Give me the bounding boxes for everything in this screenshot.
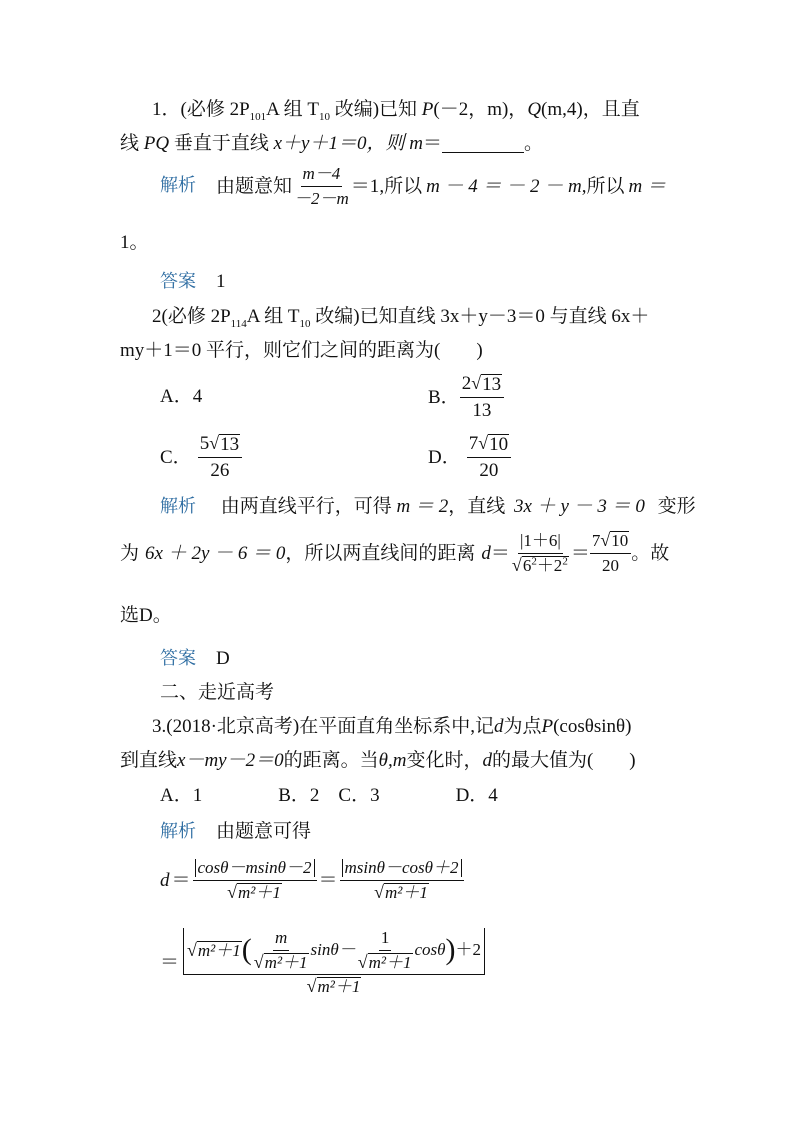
q2-line2: my＋1＝0 平行，则它们之间的距离为( ) [120,340,483,361]
q1-solution-cont: 1。 [120,232,149,253]
q2-answer: 答案 D [160,648,230,669]
daan-label: 答案 [160,648,196,669]
q1-line1: 1．(必修 $2P_{101}A$ 组 $T_{10}$ 改编)已知 P(－2，m)，Q(m,4)，且直 [152,99,640,123]
q1-fraction: $\frac{m-4}{-2-m}$ [294,164,349,208]
q2-option-b: B． 2 √ 13 13 [428,373,504,422]
q1-solution: 解析 由题意知 $\frac{m-4}{-2-m}$ ＝1 ,所以 m － 4 ＝ － 2 － m ,所以 m ＝ [160,164,667,208]
jiexi-label: 解析 [160,821,196,842]
section-heading: 二、走近高考 [160,682,275,703]
q1-answer: 答案 1 [160,271,226,292]
daan-label: 答案 [160,271,196,292]
q3-formula-1: d ＝ cosθ－msinθ－2 √ m²＋1 ＝ msinθ－cosθ＋2 √ m²＋1 [160,858,464,902]
q1-line2: 线 PQ 垂直于直线 x＋y＋1＝0，则 m＝ 。 [120,133,543,154]
q3-solution: 解析 由题意可得 [160,821,312,842]
result-fraction: 7 √ 10 20 [590,531,631,575]
q2-solution-line1: 解析 由两直线平行，可得 m ＝ 2，直线 3x ＋ y － 3 ＝ 0 变形 [160,496,696,517]
q2-solution-line3: 选D。 [120,605,172,626]
distance-fraction: |1＋6| √ $6^2+2^2$ [511,531,568,575]
q2-line1: 2(必修 $2P_{114}A$ 组 $T_{10}$ 改编)已知直线 3x＋y－3＝0 与直线 6x＋ [152,306,650,330]
q3-formula-2: ＝ √ m²＋1 ( m √ m²＋1 sinθ－ 1 √ m²＋1 cosθ ) ＋2 √ m²＋1 [160,928,485,997]
q2-option-d: D． 7 √ 10 20 [428,433,511,482]
answer-blank [442,136,524,153]
jiexi-label: 解析 [160,175,196,197]
q3-line1: 3.(2018·北京高考)在平面直角坐标系中,记d为点P(cosθsinθ) [152,716,632,737]
q2-option-a: A．4 [160,386,203,407]
q2-solution-line2: 为 6x ＋ 2y － 6 ＝ 0 ，所以两直线间的距离 d ＝ |1＋6| √ $6^2+2^2$ ＝ 7 √ 10 20 。故 [120,530,670,575]
q2-option-c: C． 5 √ 13 26 [160,433,242,482]
q3-options: A．1 B．2 C．3 D．4 [160,785,498,806]
q3-line2: 到直线x－my－2＝0的距离。当θ,m变化时，d的最大值为( ) [120,750,636,771]
jiexi-label: 解析 [160,496,196,517]
